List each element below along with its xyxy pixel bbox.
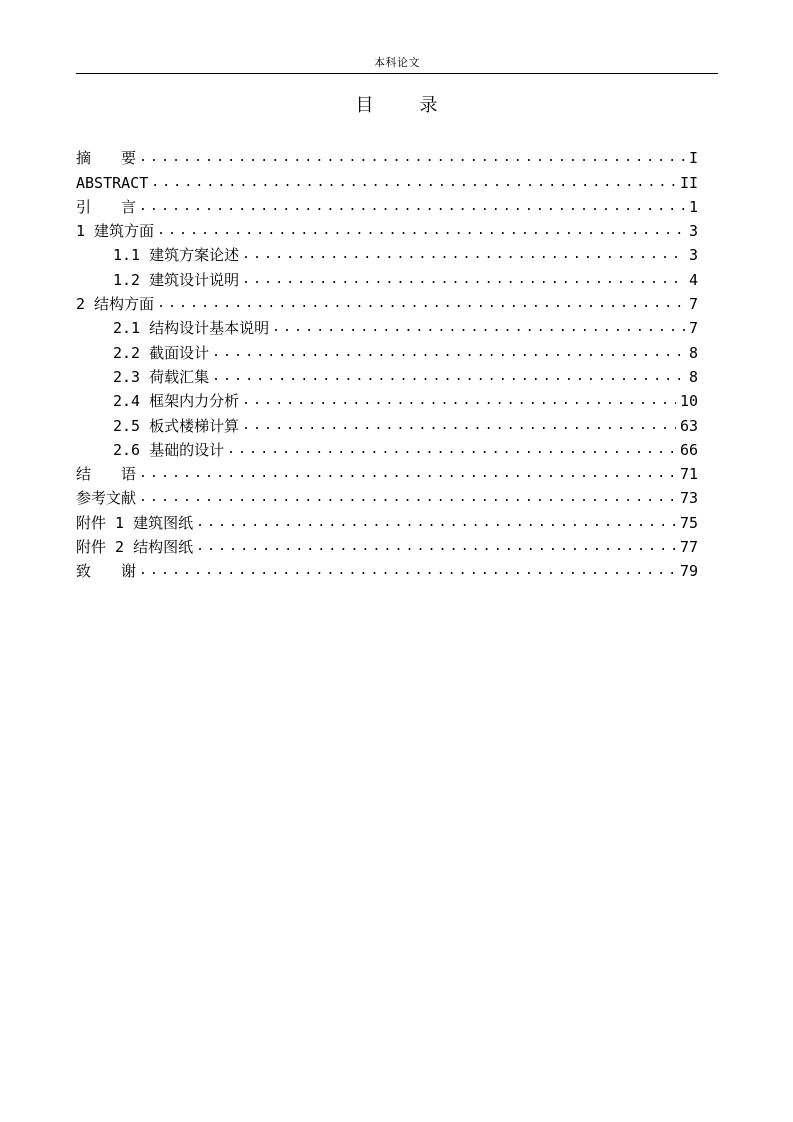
toc-entry-page-number: 8	[688, 367, 698, 386]
toc-entry[interactable]	[76, 533, 698, 557]
toc-leader-dots	[242, 270, 685, 290]
toc-leader-dots	[139, 148, 685, 168]
running-header: 本科论文	[374, 56, 420, 69]
toc-entry-label: 引 言	[76, 197, 137, 216]
toc-entry-page-number: 8	[688, 343, 698, 362]
toc-entry-page-number: 7	[688, 295, 698, 314]
toc-entry-label: 结 语	[76, 465, 137, 484]
toc-entry[interactable]	[76, 460, 698, 484]
header-rule	[76, 73, 718, 74]
toc-entry-page-number: 79	[679, 562, 698, 581]
toc-entry-label: 2.4 框架内力分析	[113, 392, 240, 411]
toc-entry[interactable]	[76, 144, 698, 168]
toc-entry[interactable]	[76, 363, 698, 387]
toc-entry[interactable]	[76, 338, 698, 362]
toc-entry-label: 2.1 结构设计基本说明	[113, 319, 270, 338]
toc-title	[0, 94, 793, 118]
toc-entry-page-number: 10	[679, 392, 698, 411]
toc-entry-label: 2.3 荷载汇集	[113, 367, 210, 386]
toc-entry-label: 1.2 建筑设计说明	[113, 270, 240, 289]
toc-entry-label: 1.1 建筑方案论述	[113, 246, 240, 265]
toc-entry-page-number: 3	[688, 222, 698, 241]
toc-entry-page-number: I	[688, 149, 698, 168]
toc-entry[interactable]	[76, 193, 698, 217]
toc-entry-label: 参考文献	[76, 489, 137, 508]
toc-entry-page-number: 3	[688, 246, 698, 265]
toc-entry-page-number: 73	[679, 489, 698, 508]
toc-entry-label: ABSTRACT	[76, 173, 149, 192]
toc-entry[interactable]	[76, 241, 698, 265]
toc-entry[interactable]	[76, 484, 698, 508]
toc-leader-dots	[139, 488, 676, 508]
toc-leader-dots	[139, 561, 676, 581]
toc-leader-dots	[212, 343, 685, 363]
toc-entry[interactable]	[76, 387, 698, 411]
toc-entry-page-number: 71	[679, 465, 698, 484]
toc-entry[interactable]	[76, 217, 698, 241]
toc-leader-dots	[139, 197, 685, 217]
toc-entry[interactable]	[76, 314, 698, 338]
toc-leader-dots	[227, 440, 676, 460]
toc-entry-page-number: 75	[679, 513, 698, 532]
toc-entry-label: 1 建筑方面	[76, 222, 155, 241]
toc-entry[interactable]	[76, 557, 698, 581]
toc-entry-page-number: II	[679, 173, 698, 192]
toc-entry-label: 2.5 板式楼梯计算	[113, 416, 240, 435]
toc-leader-dots	[157, 294, 685, 314]
toc-leader-dots	[212, 367, 685, 387]
toc-entry[interactable]	[76, 290, 698, 314]
toc-leader-dots	[272, 318, 685, 338]
toc-entry-label: 附件 1 建筑图纸	[76, 513, 194, 532]
toc-entry[interactable]	[76, 265, 698, 289]
toc-entry[interactable]	[76, 508, 698, 532]
toc-leader-dots	[242, 245, 685, 265]
toc-entry-page-number: 66	[679, 440, 698, 459]
toc-entry-page-number: 1	[688, 197, 698, 216]
toc-leader-dots	[157, 221, 685, 241]
toc-title-left: 目	[355, 95, 374, 116]
toc-title-right: 录	[419, 95, 438, 116]
toc-leader-dots	[139, 464, 676, 484]
toc-entry-label: 2 结构方面	[76, 295, 155, 314]
toc-entry[interactable]	[76, 411, 698, 435]
toc-leader-dots	[151, 173, 676, 193]
toc-entry[interactable]	[76, 168, 698, 192]
toc-leader-dots	[242, 416, 676, 436]
table-of-contents	[76, 144, 698, 581]
toc-leader-dots	[196, 537, 676, 557]
toc-entry-label: 致 谢	[76, 562, 137, 581]
toc-entry[interactable]	[76, 436, 698, 460]
toc-entry-page-number: 7	[688, 319, 698, 338]
toc-entry-page-number: 4	[688, 270, 698, 289]
toc-entry-label: 2.6 基础的设计	[113, 440, 225, 459]
toc-leader-dots	[196, 513, 676, 533]
toc-entry-page-number: 77	[679, 538, 698, 557]
toc-entry-label: 2.2 截面设计	[113, 343, 210, 362]
toc-entry-label: 摘 要	[76, 149, 137, 168]
toc-leader-dots	[242, 391, 676, 411]
toc-entry-label: 附件 2 结构图纸	[76, 538, 194, 557]
toc-entry-page-number: 63	[679, 416, 698, 435]
